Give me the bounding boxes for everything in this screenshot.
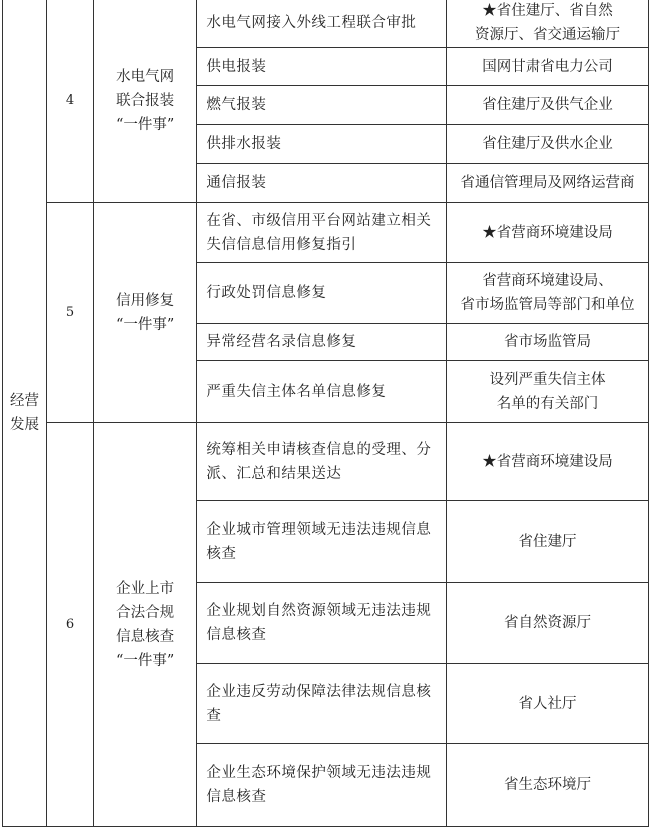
category-line: 经营 xyxy=(10,392,40,409)
dept-cell: 设列严重失信主体 名单的有关部门 xyxy=(447,361,649,423)
dept-cell: 国网甘肃省电力公司 xyxy=(447,48,649,86)
item-cell: 通信报装 xyxy=(197,164,447,203)
group-name: 信用修复 “一件事” xyxy=(93,203,196,423)
item-cell: 严重失信主体名单信息修复 xyxy=(197,361,447,423)
item-cell: 在省、市级信用平台网站建立相关失信信息信用修复指引 xyxy=(197,203,447,263)
item-cell: 供电报装 xyxy=(197,48,447,86)
item-cell: 异常经营名录信息修复 xyxy=(197,324,447,361)
item-cell: 企业规划自然资源领域无违法违规信息核查 xyxy=(197,583,447,664)
category-cell xyxy=(3,0,47,827)
table-row xyxy=(3,0,649,48)
group-number: 5 xyxy=(47,203,94,423)
item-cell: 行政处罚信息修复 xyxy=(197,263,447,324)
table-row xyxy=(3,203,649,263)
table-row xyxy=(3,423,649,501)
item-cell: 企业违反劳动保障法律法规信息核查 xyxy=(197,664,447,744)
dept-cell: ★省营商环境建设局 xyxy=(447,203,649,263)
category-line: 发展 xyxy=(10,416,40,433)
dept-cell: 省住建厅及供水企业 xyxy=(447,125,649,164)
dept-cell: 省自然资源厅 xyxy=(447,583,649,664)
item-cell: 企业城市管理领域无违法违规信息核查 xyxy=(197,501,447,583)
dept-cell: 省住建厅及供气企业 xyxy=(447,86,649,125)
group-name: 水电气网 联合报装 “一件事” xyxy=(93,0,196,203)
dept-cell: ★省营商环境建设局 xyxy=(447,423,649,501)
dept-cell: 省市场监管局 xyxy=(447,324,649,361)
service-items-table xyxy=(2,0,649,827)
dept-cell: ★省住建厅、省自然 资源厅、省交通运输厅 xyxy=(447,0,649,48)
item-cell: 统筹相关申请核查信息的受理、分派、汇总和结果送达 xyxy=(197,423,447,501)
dept-cell: 省通信管理局及网络运营商 xyxy=(447,164,649,203)
item-cell: 供排水报装 xyxy=(197,125,447,164)
item-cell: 燃气报装 xyxy=(197,86,447,125)
group-name: 企业上市 合法合规 信息核查 “一件事” xyxy=(93,423,196,827)
dept-cell: 省生态环境厅 xyxy=(447,744,649,827)
dept-cell: 省营商环境建设局、 省市场监管局等部门和单位 xyxy=(447,263,649,324)
dept-cell: 省住建厅 xyxy=(447,501,649,583)
group-number: 4 xyxy=(47,0,94,203)
group-number: 6 xyxy=(47,423,94,827)
dept-cell: 省人社厅 xyxy=(447,664,649,744)
item-cell: 企业生态环境保护领域无违法违规信息核查 xyxy=(197,744,447,827)
item-cell: 水电气网接入外线工程联合审批 xyxy=(197,0,447,48)
